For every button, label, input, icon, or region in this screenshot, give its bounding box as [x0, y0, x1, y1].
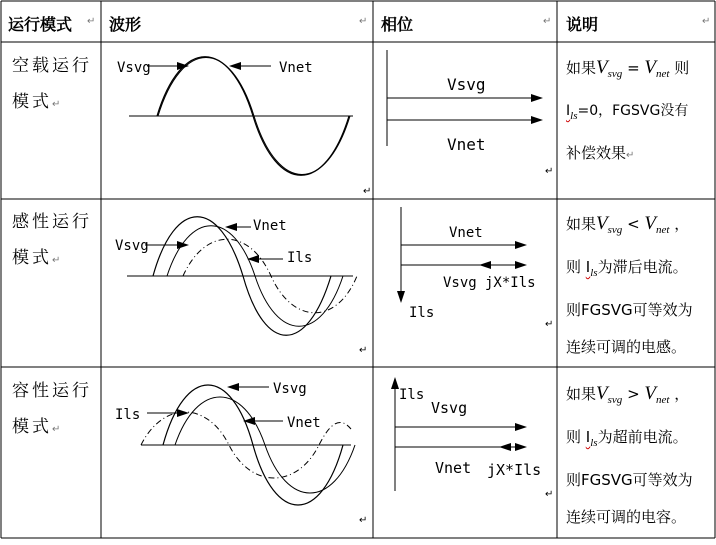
- desc-text: 则: [566, 428, 586, 446]
- desc-text: ，: [669, 385, 690, 403]
- desc-text: 则FGSVG可等效为: [566, 471, 693, 489]
- desc-noload: [566, 49, 712, 174]
- arrowhead-icon: [397, 291, 405, 303]
- desc-text: 连续可调的电容。: [566, 508, 687, 526]
- var-v: V: [644, 383, 657, 404]
- waveform-capacitive: [101, 367, 373, 538]
- arrowhead-icon: [243, 417, 255, 425]
- return-mark: ↵: [545, 166, 554, 177]
- return-mark: ↵: [626, 149, 635, 161]
- arrowhead-icon: [227, 383, 239, 391]
- var-v: V: [596, 383, 608, 404]
- desc-text: 为超前电流。: [597, 428, 688, 446]
- wave-label-ils: Ils: [287, 250, 313, 266]
- desc-text: =0，FGSVG没有: [577, 103, 689, 119]
- return-mark: ↵: [52, 99, 64, 110]
- arrowhead-icon: [499, 443, 511, 451]
- arrowhead-icon: [515, 423, 527, 431]
- phase-label-ils: Ils: [399, 387, 425, 403]
- arrowhead-icon: [531, 94, 543, 102]
- phase-label-vsvg: Vsvg: [447, 75, 486, 94]
- desc-text: 如果: [566, 59, 597, 77]
- var-sub: net: [656, 394, 670, 406]
- var-sub: ls: [590, 437, 598, 449]
- desc-text: 连续可调的电感。: [566, 338, 687, 356]
- arrowhead-icon: [391, 377, 399, 389]
- desc-text: 则: [566, 258, 586, 276]
- operator: <: [622, 215, 645, 233]
- arrowhead-icon: [479, 261, 491, 269]
- desc-text: 如果: [566, 385, 597, 403]
- phase-label-vsvg: Vsvg: [431, 399, 468, 417]
- var-sub: svg: [607, 224, 623, 236]
- wave-label-vnet: Vnet: [253, 218, 287, 234]
- arrowhead-icon: [247, 255, 259, 263]
- desc-text: 则FGSVG可等效为: [566, 301, 693, 319]
- desc-text: 为滞后电流。: [597, 258, 688, 276]
- mode-line: 容性运行: [12, 381, 92, 401]
- phase-label-ils: Ils: [409, 305, 435, 321]
- var-ils: [585, 428, 598, 449]
- mode-line: 空载运行: [12, 56, 92, 76]
- return-mark: ↵: [545, 489, 554, 500]
- desc-capacitive: [566, 375, 712, 536]
- var-i: I: [566, 103, 571, 119]
- header-mode: 运行模式: [8, 15, 73, 34]
- var-i: I: [585, 428, 591, 446]
- var-i: I: [585, 258, 591, 276]
- mode-label-noload: [12, 48, 92, 123]
- desc-inductive: [566, 205, 712, 366]
- arrowhead-icon: [225, 223, 237, 231]
- return-mark: ↵: [359, 345, 368, 356]
- return-mark: ↵: [52, 424, 64, 435]
- var-sub: svg: [607, 394, 623, 406]
- return-mark: ↵: [359, 16, 368, 27]
- arrowhead-icon: [177, 409, 189, 417]
- var-v: V: [644, 57, 657, 78]
- mode-line: 模式: [12, 248, 52, 268]
- mode-label-capacitive: [12, 373, 92, 448]
- var-sub: ls: [590, 267, 598, 279]
- header-description: 说明: [566, 15, 599, 34]
- var-v: V: [596, 213, 608, 234]
- wave-label-vsvg: Vsvg: [115, 238, 149, 254]
- arrowhead-icon: [515, 443, 527, 451]
- waveform-inductive: [101, 199, 373, 367]
- arrowhead-icon: [515, 241, 527, 249]
- phase-label-jxils: jX*Ils: [485, 275, 536, 291]
- mode-label-inductive: [12, 204, 92, 279]
- return-mark: ↵: [363, 186, 372, 197]
- desc-text: ，: [669, 215, 690, 233]
- phasor-inductive: [373, 199, 557, 367]
- header-waveform: 波形: [109, 15, 142, 34]
- wave-label-vsvg: Vsvg: [273, 381, 307, 397]
- arrowhead-icon: [177, 241, 189, 249]
- return-mark: ↵: [543, 16, 552, 27]
- arrowhead-icon: [515, 261, 527, 269]
- operator: >: [622, 385, 645, 403]
- waveform-noload: [101, 42, 373, 199]
- wave-label-vnet: Vnet: [287, 415, 321, 431]
- var-ils: [585, 258, 598, 279]
- var-sub: ls: [570, 109, 578, 122]
- desc-text: 则: [669, 59, 690, 77]
- var-sub: svg: [607, 68, 623, 80]
- mode-line: 模式: [12, 417, 52, 437]
- phase-label-vnet: Vnet: [447, 135, 486, 154]
- arrowhead-icon: [229, 62, 241, 70]
- var-v: V: [644, 213, 657, 234]
- return-mark: ↵: [359, 515, 368, 526]
- wave-label-vnet: Vnet: [279, 60, 313, 76]
- arrowhead-icon: [531, 116, 543, 124]
- return-mark: ↵: [87, 16, 96, 27]
- phase-label-vsvg: Vsvg: [443, 275, 477, 291]
- phase-label-vnet: Vnet: [435, 459, 472, 477]
- wave-label-vsvg: Vsvg: [117, 60, 151, 76]
- return-mark: ↵: [702, 16, 711, 27]
- mode-line: 感性运行: [12, 212, 92, 232]
- return-mark: ↵: [545, 319, 554, 330]
- phasor-capacitive: [373, 367, 557, 538]
- var-sub: net: [656, 224, 670, 236]
- return-mark: ↵: [52, 255, 64, 266]
- phase-label-vnet: Vnet: [449, 225, 483, 241]
- phase-label-jxils: jX*Ils: [487, 461, 542, 479]
- desc-text: 如果: [566, 215, 597, 233]
- operator: =: [622, 59, 645, 77]
- var-v: V: [596, 57, 608, 78]
- header-phase: 相位: [381, 15, 414, 34]
- phasor-noload: [373, 42, 557, 199]
- desc-text: 补偿效果: [566, 143, 627, 162]
- var-sub: net: [656, 68, 670, 80]
- var-ils: [566, 103, 578, 122]
- wave-label-ils: Ils: [115, 407, 141, 423]
- mode-line: 模式: [12, 92, 52, 112]
